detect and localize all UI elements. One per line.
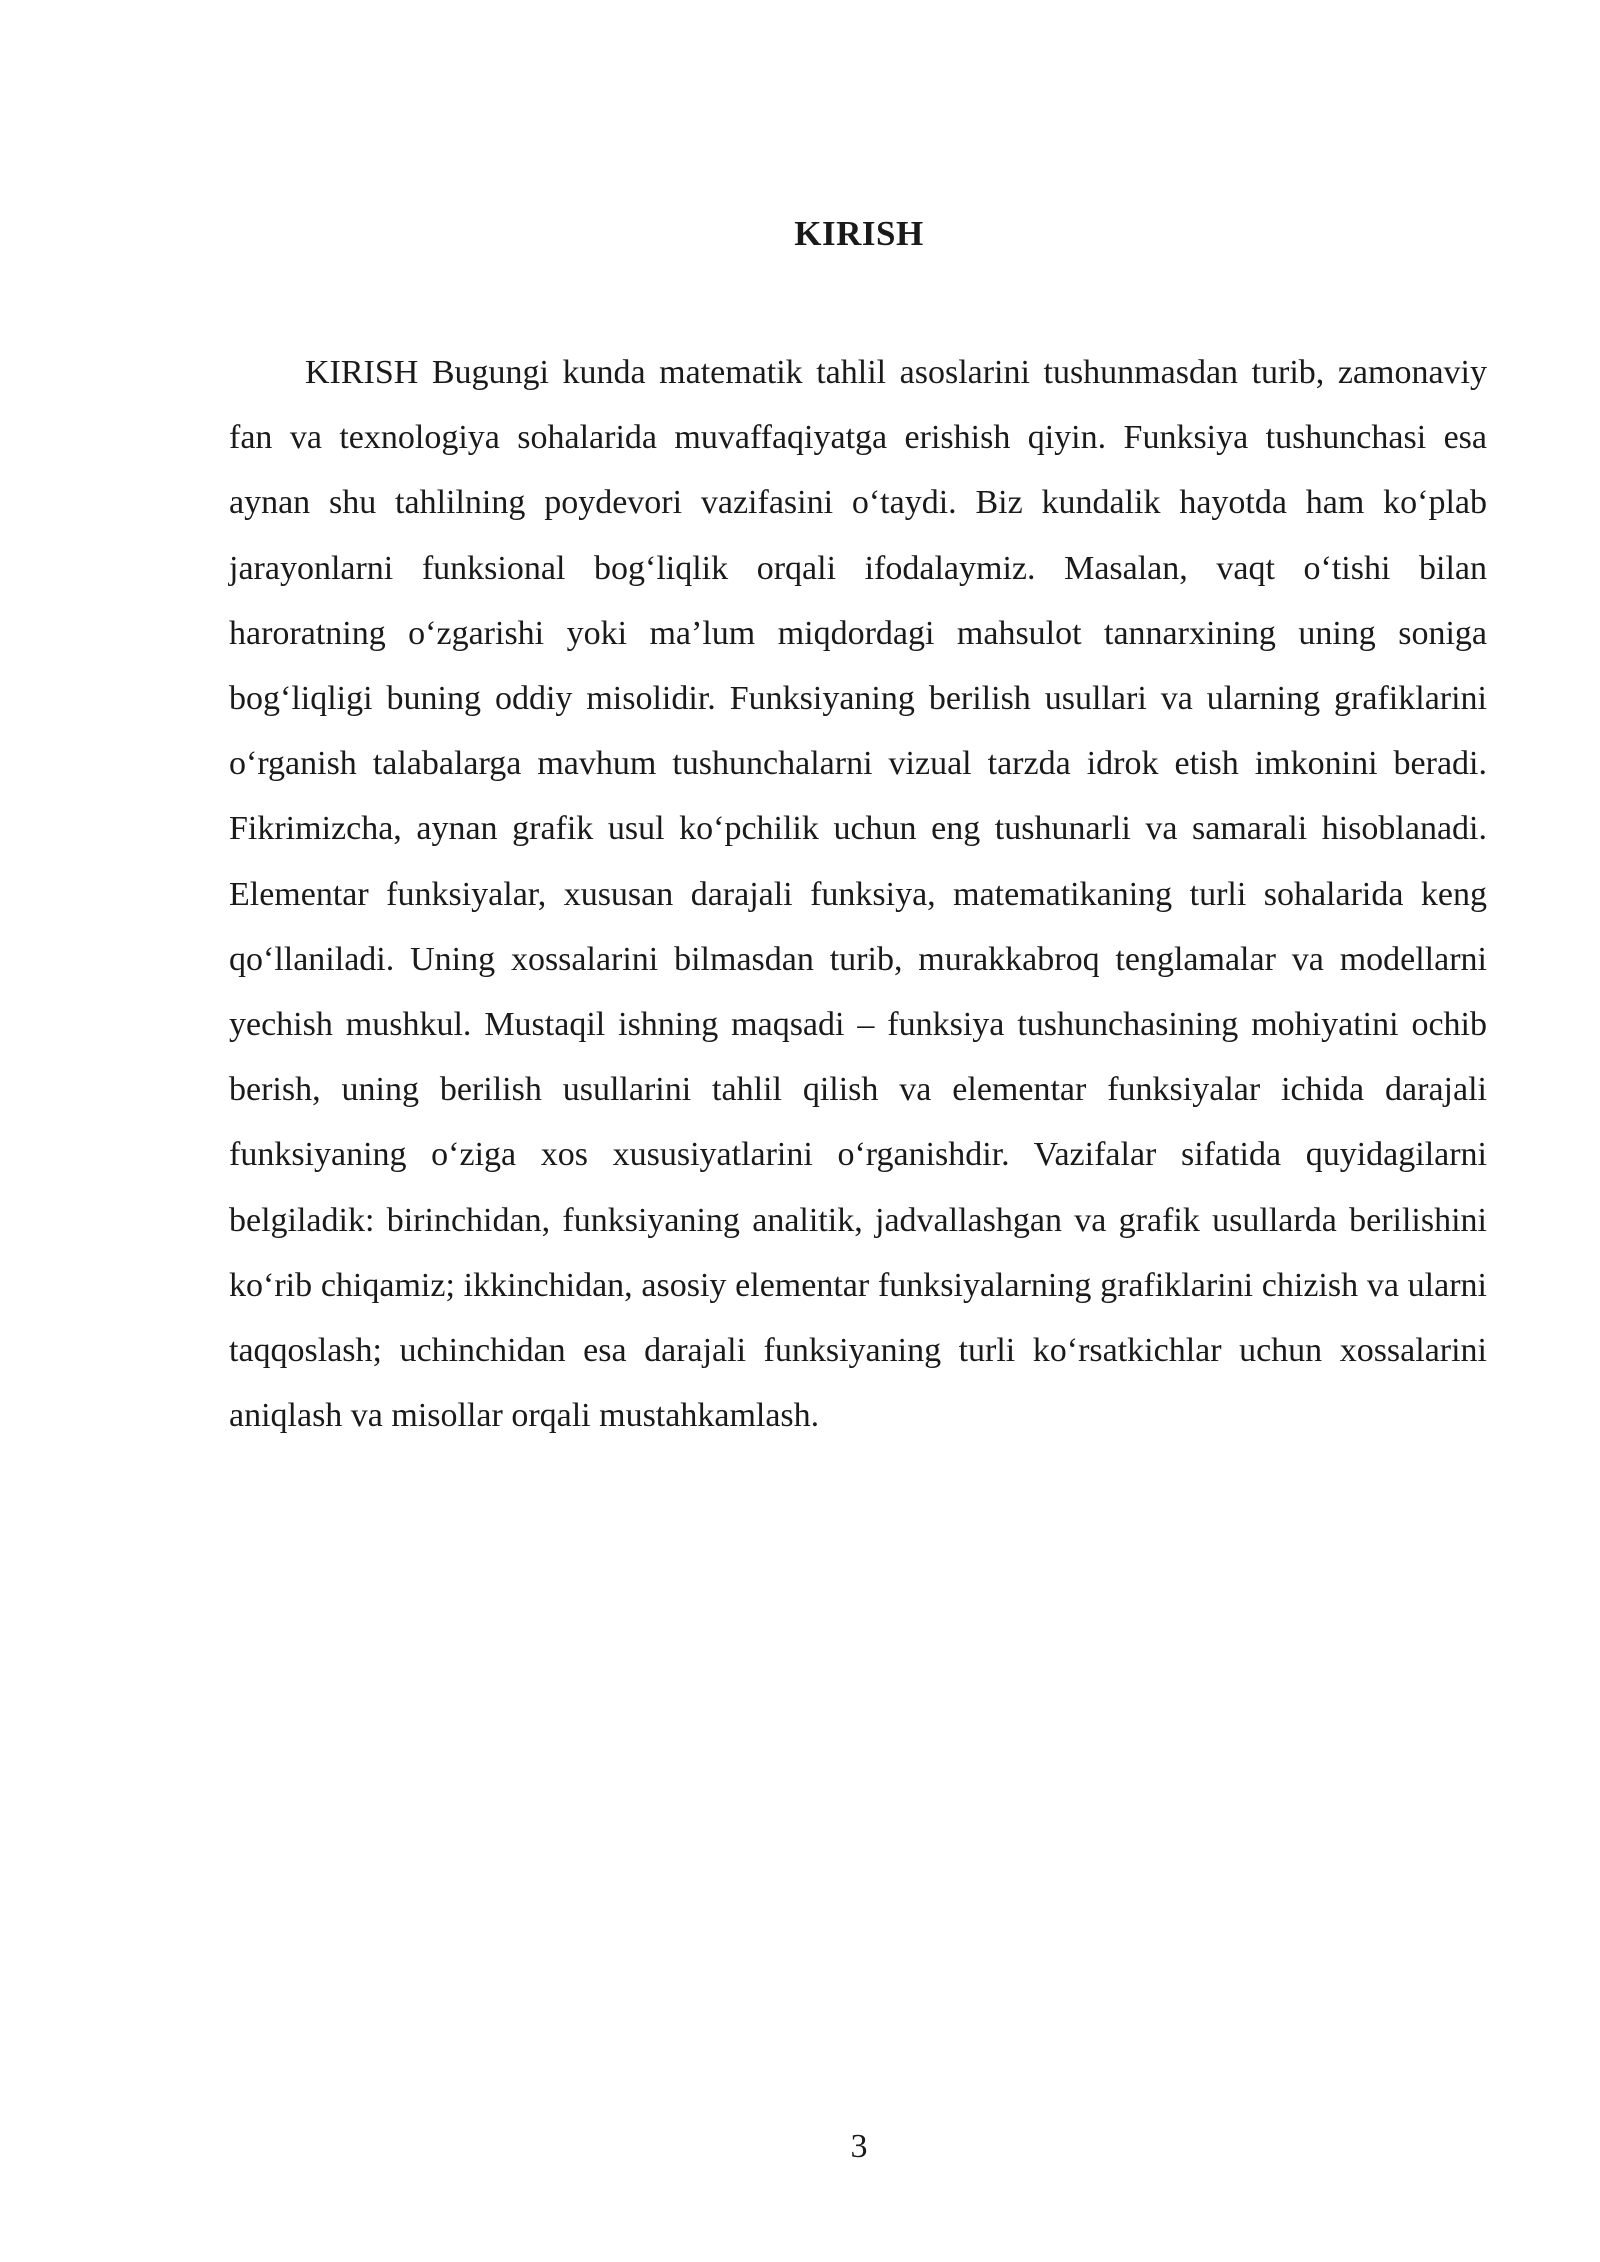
section-heading: KIRISH bbox=[794, 214, 924, 253]
page-number: 3 bbox=[850, 2128, 868, 2165]
body-paragraph: KIRISH Bugungi kunda matematik tahlil asoslarini tushunmasdan turib, zamonaviy fan va texnologiya sohalarida muvaffaqiyatga erishish qiyin. Funksiya tushunchasi esa aynan shu tahlilning poydevori vazifasini o‘taydi. Biz kundalik hayotda ham ko‘plab jarayonlarni funksional bog‘liqlik orqali ifodalaymiz. Masalan, vaqt o‘tishi bilan haroratning o‘zgarishi yoki ma’lum miqdordagi mahsulot tannarxining uning soniga bog‘liqligi buning oddiy misolidir. Funksiyaning berilish usullari va ularning grafiklarini o‘rganish talabalarga mavhum tushunchalarni vizual tarzda idrok etish imkonini beradi. Fikrimizcha, aynan grafik usul ko‘pchilik uchun eng tushunarli va samarali hisoblanadi. Elementar funksiyalar, xususan darajali funksiya, matematikaning turli sohalarida keng qo‘llaniladi. Uning xossalarini bilmasdan turib, murakkabroq tenglamalar va modellarni yechish mushkul. Mustaqil ishning maqsadi – funksiya tushunchasining mohiyatini ochib berish, uning berilish usullarini tahlil qilish va elementar funksiyalar ichida darajali funksiyaning o‘ziga xos xususiyatlarini o‘rganishdir. Vazifalar sifatida quyidagilarni belgiladik: birinchidan, funksiyaning analitik, jadvallashgan va grafik usullarda berilishini ko‘rib chiqamiz; ikkinchidan, asosiy elementar funksiyalarning grafiklarini chizish va ularni taqqoslash; uchinchidan esa darajali funksiyaning turli ko‘rsatkichlar uchun xossalarini aniqlash va misollar orqali mustahkamlash. bbox=[229, 354, 1487, 1435]
